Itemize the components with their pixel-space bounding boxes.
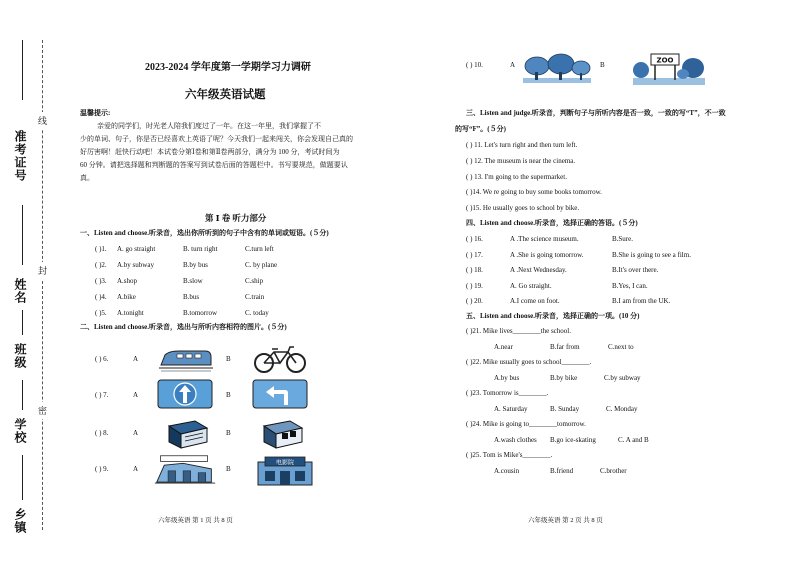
q9-number: ( ) 9.: [95, 465, 109, 473]
q8-label-b: B: [226, 429, 231, 437]
exam-title: 2023-2024 学年度第一学期学习力调研: [145, 62, 311, 73]
park-trees-icon: [523, 52, 591, 84]
q20-option-a: A.I come on foot.: [510, 297, 560, 305]
q6-label-b: B: [226, 355, 231, 363]
q16-option-a: A .The science museum.: [510, 235, 579, 243]
cinema-sign-text: 电影院: [275, 459, 295, 467]
book-icon: [258, 418, 308, 450]
q25-option-b: B.friend: [550, 467, 574, 475]
q18-option-b: B.It's over there.: [612, 266, 659, 274]
school-label: 学校: [13, 418, 27, 444]
q25-option-a: A.cousin: [494, 467, 520, 475]
class-label: 班级: [13, 343, 27, 369]
exam-subtitle: 六年级英语试题: [185, 89, 266, 101]
q4-number: ( )4.: [95, 293, 107, 301]
q19-number: ( ) 19.: [466, 282, 483, 290]
q9-label-a: A: [133, 465, 139, 473]
q22-question: ( )22. Mike usually goes to school________.: [466, 358, 592, 366]
q12-item: ( ) 12. The museum is near the cinema.: [466, 157, 576, 165]
q9-label-b: B: [226, 465, 231, 473]
seal-mark-seal: 封: [38, 262, 47, 279]
page1-footer: 六年级英语 第 1 页 共 8 页: [158, 517, 233, 524]
q7-number: ( ) 7.: [95, 391, 109, 399]
section4-heading: 四、Listen and choose.听录音，选择正确的答语。(５分): [466, 219, 638, 227]
q6-label-a: A: [133, 355, 139, 363]
q17-number: ( ) 17.: [466, 251, 483, 259]
tips-line: 好厉害啊！赶快行动吧！本试卷分第Ⅰ卷和第Ⅱ卷两部分，满分为 100 分，考试时间为: [80, 148, 340, 156]
q10-label-b: B: [600, 61, 605, 69]
q22-option-c: C.by subway: [604, 374, 641, 382]
q17-option-a: A .She is going tomorrow.: [510, 251, 584, 259]
part-heading: 第 Ⅰ 卷 听力部分: [205, 213, 267, 223]
q21-option-c: C.next to: [608, 343, 634, 351]
q3-option-b: B.slow: [183, 277, 203, 285]
q19-option-b: B.Yes, I can.: [612, 282, 648, 290]
q18-option-a: A .Next Wednesday.: [510, 266, 567, 274]
q22-option-b: B.by bike: [550, 374, 578, 382]
q10-number: ( ) 10.: [466, 61, 483, 69]
tips-heading: 温馨提示:: [80, 109, 111, 117]
q2-option-a: A.by subway: [117, 261, 154, 269]
section2-heading: 二、Listen and choose.听录音，选出与所听内容相符的图片。(５分): [80, 323, 287, 331]
q22-option-a: A.by bus: [494, 374, 520, 382]
q2-option-c: C. by plane: [245, 261, 278, 269]
q2-number: ( )2.: [95, 261, 107, 269]
q25-question: ( )25. Tom is Mike's________.: [466, 451, 553, 459]
q19-option-a: A. Go straight.: [510, 282, 552, 290]
q4-option-a: A.bike: [117, 293, 136, 301]
museum-building-icon: [153, 452, 217, 484]
q23-option-c: C. Monday: [606, 405, 638, 413]
q8-number: ( ) 8.: [95, 429, 109, 437]
q1-option-a: A. go straight: [117, 245, 156, 253]
q24-option-c: C. A and B: [618, 436, 649, 444]
q2-option-b: B.by bus: [183, 261, 208, 269]
q14-item: ( )14. We re going to buy some books tomorrow.: [466, 188, 602, 196]
q11-item: ( ) 11. Let's turn right and then turn left.: [466, 141, 578, 149]
tips-line: 少的单词、句子，你是否已经喜欢上英语了呢？今天我们一起来闯关，你会发现自己真的: [80, 135, 353, 143]
section1-heading: 一、Listen and choose.听录音，选出你所听到的句子中含有的单词或短语。(５分): [80, 229, 329, 237]
q24-question: ( )24. Mike is going to________tomorrow.: [466, 420, 586, 428]
q23-option-a: A. Saturday: [494, 405, 528, 413]
q13-item: ( ) 13. I'm going to the supermarket.: [466, 173, 567, 181]
bicycle-icon: [250, 343, 310, 375]
q7-label-b: B: [226, 391, 231, 399]
q23-option-b: B. Sunday: [550, 405, 580, 413]
q24-option-a: A.wash clothes: [494, 436, 537, 444]
q7-label-a: A: [133, 391, 139, 399]
q3-option-a: A.shop: [117, 277, 138, 285]
q20-option-b: B.I am from the UK.: [612, 297, 671, 305]
margin-rule: [22, 380, 23, 410]
q1-option-c: C.turn left: [245, 245, 274, 253]
tips-line: 亲爱的同学们，时光老人陪我们度过了一年。在这一年里，我们掌握了不: [97, 122, 321, 130]
q20-number: ( ) 20.: [466, 297, 483, 305]
q21-option-b: B.far from: [550, 343, 580, 351]
turn-left-sign-icon: [250, 378, 310, 410]
q18-number: ( ) 18.: [466, 266, 483, 274]
q25-option-c: C.brother: [600, 467, 627, 475]
section3-heading-cont: 的写“F”。(５分): [455, 125, 506, 133]
train-icon: [155, 343, 215, 375]
q1-number: ( )1.: [95, 245, 107, 253]
margin-rule: [22, 455, 23, 500]
exam-id-label: 准考证号: [13, 130, 27, 182]
page2-footer: 六年级英语 第 2 页 共 8 页: [528, 517, 603, 524]
q21-option-a: A.near: [494, 343, 513, 351]
q5-number: ( )5.: [95, 309, 107, 317]
q4-option-c: C.train: [245, 293, 265, 301]
q5-option-c: C. today: [245, 309, 269, 317]
q3-number: ( )3.: [95, 277, 107, 285]
name-label: 姓名: [13, 278, 27, 304]
town-label: 乡镇: [13, 508, 27, 534]
q21-question: ( )21. Mike lives________the school.: [466, 327, 571, 335]
margin-rule: [22, 205, 23, 265]
book-icon: [163, 418, 213, 450]
go-straight-sign-icon: [155, 378, 215, 410]
q24-option-b: B.go ice-skating: [550, 436, 596, 444]
q16-option-b: B.Sure.: [612, 235, 633, 243]
tips-line: 60 分钟。请把选择题和判断题的答案写到试卷后面的答题栏中。书写要规范，做题要认: [80, 161, 348, 169]
q15-item: ( )15. He usually goes to school by bike.: [466, 204, 580, 212]
q5-option-a: A.tonight: [117, 309, 144, 317]
q6-number: ( ) 6.: [95, 355, 109, 363]
q16-number: ( ) 16.: [466, 235, 483, 243]
zoo-gate-icon: [633, 50, 705, 86]
q8-label-a: A: [133, 429, 139, 437]
margin-rule: [22, 310, 23, 335]
section3-heading: 三、Listen and judge.听录音，判断句子与所听内容是否一致，一致的写“T”，不一致: [466, 109, 726, 117]
section5-heading: 五、Listen and choose.听录音，选择正确的一项。(10 分): [466, 312, 640, 320]
q4-option-b: B.bus: [183, 293, 200, 301]
zoo-sign-text: ZOO: [656, 56, 674, 65]
q23-question: ( )23. Tomorrow is________.: [466, 389, 549, 397]
tips-line: 真。: [80, 174, 94, 182]
q3-option-c: C.ship: [245, 277, 264, 285]
margin-rule: [22, 40, 23, 100]
seal-mark-line: 线: [38, 112, 47, 129]
q1-option-b: B. turn right: [183, 245, 218, 253]
cinema-building-icon: [255, 454, 315, 486]
seal-mark-secret: 密: [38, 402, 47, 419]
q5-option-b: B.tomorrow: [183, 309, 218, 317]
q17-option-b: B.She is going to see a film.: [612, 251, 691, 259]
q10-label-a: A: [510, 61, 516, 69]
